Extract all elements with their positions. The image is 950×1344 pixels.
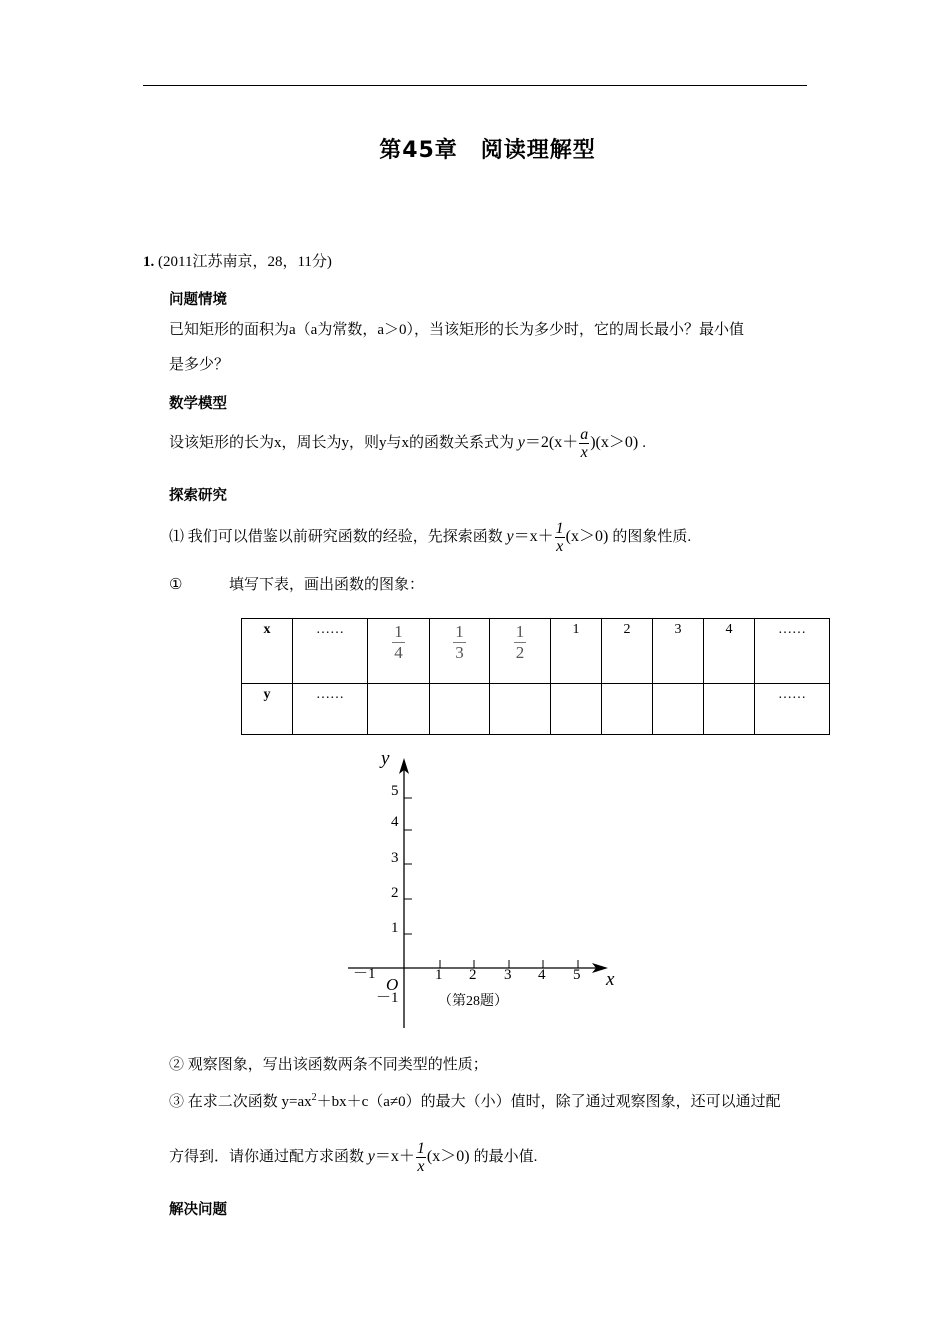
value-table <box>241 618 830 735</box>
model-formula <box>517 426 642 461</box>
row-label-x: x <box>263 622 271 637</box>
fraction-den: x <box>556 538 564 555</box>
formula-tail: )(x＞0) <box>590 434 639 452</box>
table-cell <box>430 619 490 684</box>
fraction-den: 4 <box>394 643 403 662</box>
heading-exploration: 探索研究 <box>169 488 227 504</box>
formula-end: . <box>642 435 646 452</box>
sub-item-3-text-b: ＋bx＋c（a≠0）的最大（小）值时，除了通过观察图象，还可以通过配 <box>316 1094 781 1110</box>
x-neg-tick-label: －1 <box>353 966 376 982</box>
sub-item-3-text-a: ③ 在求二次函数 y=ax <box>169 1094 312 1110</box>
x-tick-label: 3 <box>504 967 512 983</box>
table-cell <box>704 684 755 735</box>
y-tick-label: 5 <box>391 783 399 799</box>
formula-lhs: y <box>506 528 514 546</box>
x-tick-label: 5 <box>573 967 581 983</box>
fraction-num: 1 <box>394 622 403 641</box>
fraction-den: x <box>417 1158 425 1175</box>
y-tick-label: 3 <box>391 850 399 866</box>
y-neg-tick-label: －1 <box>376 990 399 1006</box>
fraction-num: 1 <box>555 520 564 537</box>
situation-text-line1: 已知矩形的面积为a（a为常数，a＞0），当该矩形的长为多少时，它的周长最小？最小值 <box>169 322 744 338</box>
heading-math-model: 数学模型 <box>169 396 227 412</box>
table-cell <box>490 684 551 735</box>
explore-item-1-prefix: ⑴ 我们可以借鉴以前研究函数的经验，先探索函数 <box>169 529 503 546</box>
heading-problem-situation: 问题情境 <box>169 292 227 308</box>
sub-item-1-marker: ① <box>169 577 183 593</box>
formula-fraction <box>555 520 565 555</box>
table-cell: …… <box>755 684 830 735</box>
fraction-one-half <box>514 622 527 663</box>
graph-caption: （第28题） <box>438 994 508 1009</box>
table-cell <box>368 684 430 735</box>
x-axis-label: x <box>606 969 615 990</box>
x-tick-label: 2 <box>469 967 477 983</box>
min-formula <box>367 1140 474 1175</box>
formula-eq: ＝2(x＋ <box>524 434 579 452</box>
heading-solve-problem: 解决问题 <box>169 1202 227 1218</box>
fraction-num: 1 <box>455 622 464 641</box>
sub-item-2-text: ② 观察图象，写出该函数两条不同类型的性质； <box>169 1057 488 1073</box>
formula-tail: (x＞0) <box>426 1148 470 1166</box>
table-cell: …… <box>293 684 368 735</box>
formula-fraction <box>416 1140 426 1175</box>
situation-text-line2: 是多少？ <box>169 357 230 373</box>
fraction-den: x <box>580 444 588 461</box>
fraction-den: 3 <box>455 643 464 662</box>
problem-header <box>143 252 332 272</box>
sub-item-1-text: 填写下表，画出函数的图象： <box>229 577 425 593</box>
page-title: 第45章 阅读理解型 <box>379 138 596 163</box>
sub-item-3-line1 <box>169 1088 781 1112</box>
y-axis-label: y <box>381 748 390 769</box>
problem-number: 1. <box>143 254 155 270</box>
fraction-one-quarter <box>392 622 405 663</box>
table-cell <box>242 684 293 735</box>
table-cell <box>430 684 490 735</box>
table-cell <box>490 619 551 684</box>
sub-item-3-line2 <box>169 1140 537 1175</box>
fraction-num: a <box>580 426 589 443</box>
table-cell <box>653 684 704 735</box>
origin-label: O <box>386 975 399 994</box>
table-cell <box>551 684 602 735</box>
problem-source: (2011江苏南京，28，11分) <box>158 254 332 270</box>
x-tick-label: 4 <box>538 967 546 983</box>
y-tick-label: 2 <box>391 885 399 901</box>
x-tick-label: 1 <box>435 967 443 983</box>
fraction-num: 1 <box>416 1140 425 1157</box>
table-cell: …… <box>755 619 830 684</box>
sub-item-3-line2-suffix: 的最小值. <box>473 1149 538 1166</box>
formula-eq: ＝x＋ <box>374 1148 415 1166</box>
fraction-num: 1 <box>515 622 525 641</box>
superscript: 2 <box>311 1092 317 1103</box>
table-cell <box>242 619 293 684</box>
table-row-x <box>242 619 830 684</box>
model-text-prefix: 设该矩形的长为x，周长为y，则y与x的函数关系式为 <box>169 435 515 452</box>
table-cell: 4 <box>704 619 755 684</box>
table-cell <box>368 619 430 684</box>
sub-item-3-line2-prefix: 方得到．请你通过配方求函数 <box>169 1149 365 1166</box>
table-cell: 3 <box>653 619 704 684</box>
table-cell <box>602 684 653 735</box>
table-cell: 2 <box>602 619 653 684</box>
formula-eq: ＝x＋ <box>513 528 554 546</box>
explore-item-1-suffix: 的图象性质. <box>612 529 692 546</box>
table-cell: 1 <box>551 619 602 684</box>
row-label-y: y <box>263 687 271 702</box>
fraction-one-third <box>453 622 466 663</box>
table-row-y <box>242 684 830 735</box>
formula-lhs: y <box>367 1148 375 1166</box>
table-cell: …… <box>293 619 368 684</box>
y-tick-label: 4 <box>391 814 399 830</box>
explore-formula <box>506 520 613 555</box>
formula-fraction <box>579 426 589 461</box>
formula-tail: (x＞0) <box>565 528 609 546</box>
coordinate-graph <box>330 742 650 1042</box>
header-rule <box>143 85 807 86</box>
formula-lhs: y <box>517 434 525 452</box>
model-text <box>169 426 646 461</box>
explore-item-1 <box>169 520 691 555</box>
fraction-den: 2 <box>515 643 525 662</box>
y-tick-label: 1 <box>391 920 399 936</box>
